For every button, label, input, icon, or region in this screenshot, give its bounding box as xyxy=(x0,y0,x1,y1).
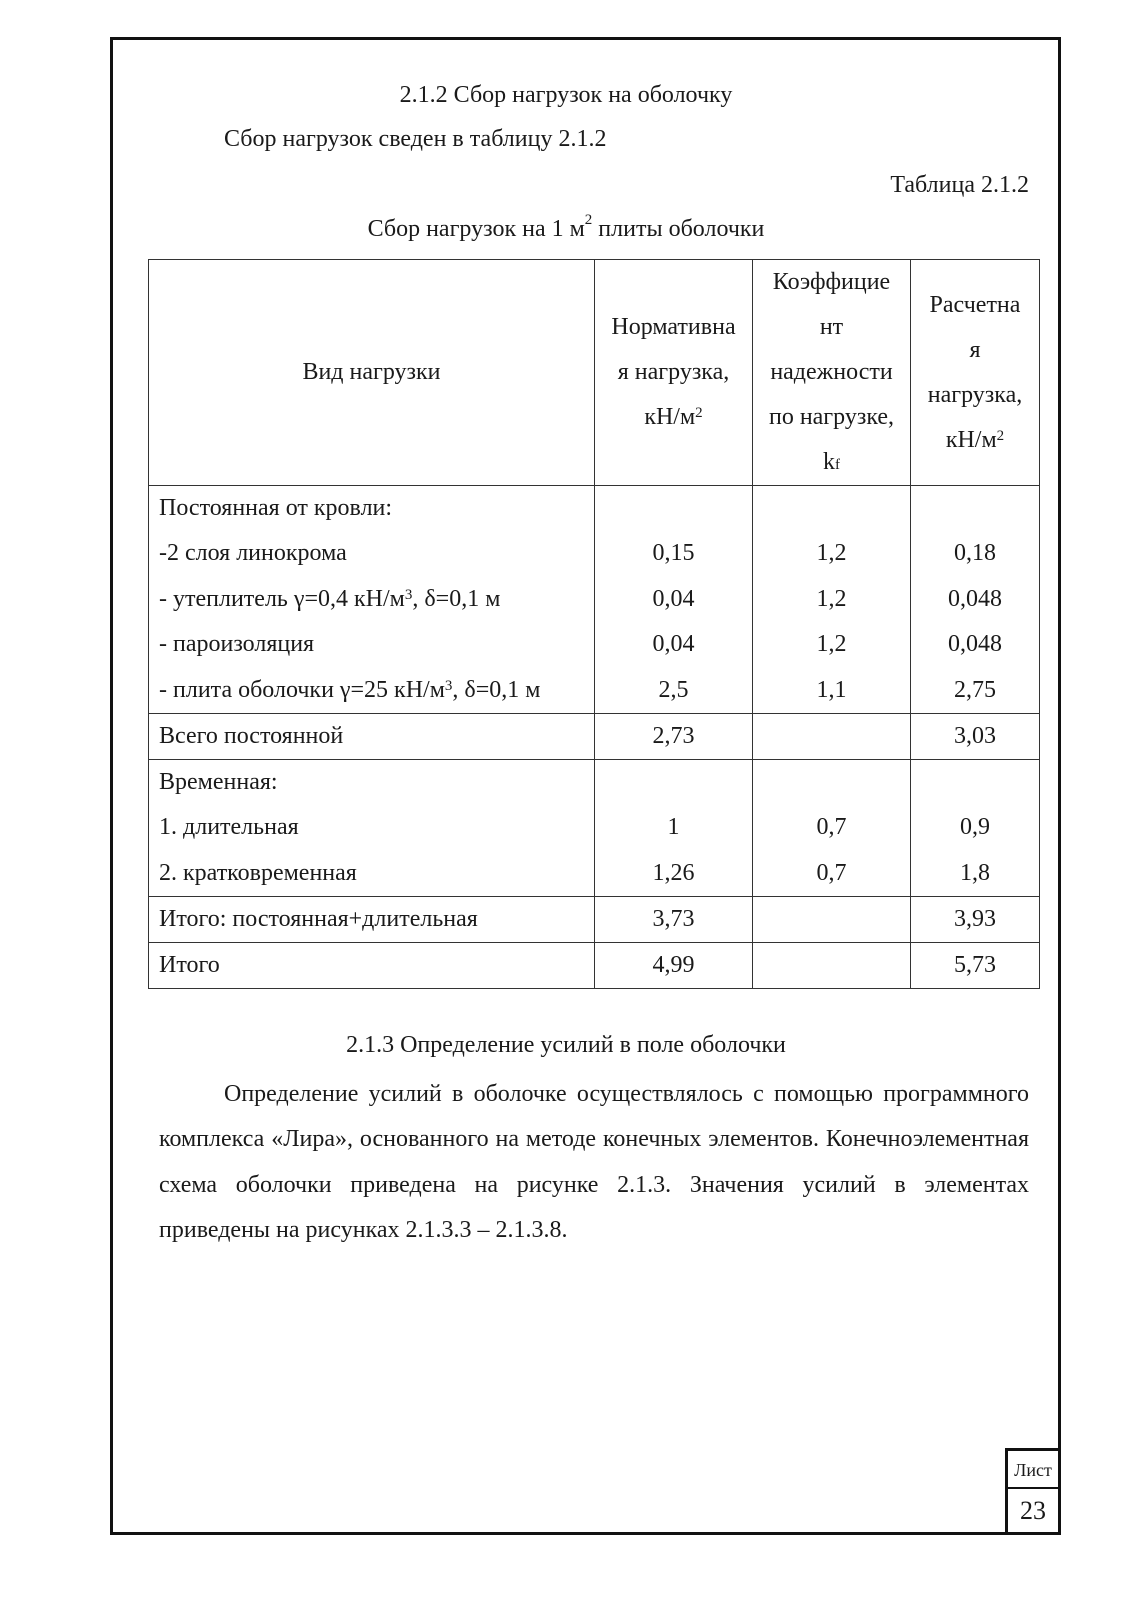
header-reliability-coefficient: Коэффицие нт надежности по нагрузке, $k_f$ xyxy=(753,260,911,486)
coef-value xyxy=(753,897,911,943)
temporary-names-cell xyxy=(149,759,595,896)
design-value: 1,8 xyxy=(960,859,990,886)
normative-value: 4,99 xyxy=(595,943,753,989)
permanent-row-name: -2 слоя линокрома xyxy=(159,540,347,567)
loads-table xyxy=(148,259,1040,989)
sheet-number: 23 xyxy=(1020,1496,1046,1525)
permanent-heading: Постоянная от кровли: xyxy=(159,495,393,521)
table-row-permanent xyxy=(149,486,1040,714)
forces-paragraph: Определение усилий в оболочке осуществлялось с помощью программного комплекса «Лира», основанного на методе конечных элементов. Конечноэлементная схема оболочки приведена на рисунке 2.1.3. Значения усилий в элементах приведены на рисунках 2.1.3.3 – 2.1.3.8. xyxy=(159,1081,1029,1243)
coef-value xyxy=(753,943,911,989)
normative-value: 0,04 xyxy=(652,631,695,658)
design-value: 0,048 xyxy=(948,631,1002,658)
table-row-permanent-total xyxy=(149,713,1040,759)
normative-value: 3,73 xyxy=(595,897,753,943)
temporary-design-cell xyxy=(911,759,1040,896)
normative-value: 1 xyxy=(667,814,680,841)
permanent-normative-cell xyxy=(595,486,753,714)
permanent-coef-cell xyxy=(753,486,911,714)
coef-value xyxy=(753,713,911,759)
permanent-row-name: - пароизоляция xyxy=(159,631,315,658)
design-value: 0,9 xyxy=(960,814,990,841)
header-normative-load: Нормативна я нагрузка, $кН/м^2$ xyxy=(595,260,753,486)
temporary-normative-cell xyxy=(595,759,753,896)
coef-value: 0,7 xyxy=(816,814,847,841)
table-caption: Сбор нагрузок на 1 $м^2$ плиты оболочки xyxy=(367,212,765,242)
row-name: Всего постоянной xyxy=(149,713,595,759)
section-title-loads: 2.1.2 Сбор нагрузок на оболочку xyxy=(399,82,733,108)
coef-value: 1,2 xyxy=(816,585,847,612)
design-value: 5,73 xyxy=(911,943,1040,989)
permanent-design-cell xyxy=(911,486,1040,714)
row-name: Итого xyxy=(149,943,595,989)
table-row-temporary xyxy=(149,759,1040,896)
header-load-type: Вид нагрузки xyxy=(149,260,595,486)
temporary-row-name: 2. кратковременная xyxy=(159,859,357,886)
normative-value: 2,73 xyxy=(595,713,753,759)
table-row-total-long xyxy=(149,897,1040,943)
temporary-coef-cell xyxy=(753,759,911,896)
header-design-load: Расчетна я нагрузка, $кН/м^2$ xyxy=(911,260,1040,486)
table-header-row xyxy=(149,260,1040,486)
design-value: 3,03 xyxy=(911,713,1040,759)
design-value: 3,93 xyxy=(911,897,1040,943)
coef-value: 1,2 xyxy=(816,540,847,567)
coef-value: 0,7 xyxy=(816,859,847,886)
section-title-forces: 2.1.3 Определение усилий в поле оболочки xyxy=(346,1032,786,1058)
row-name: Итого: постоянная+длительная xyxy=(149,897,595,943)
coef-value: 1,2 xyxy=(816,631,847,658)
sheet-label: Лист xyxy=(1008,1451,1058,1489)
design-value: 0,048 xyxy=(948,585,1002,612)
table-row-total xyxy=(149,943,1040,989)
normative-value: 2,5 xyxy=(658,676,689,703)
intro-text: Сбор нагрузок сведен в таблицу 2.1.2 xyxy=(224,126,607,152)
table-label: Таблица 2.1.2 xyxy=(890,172,1029,198)
normative-value: 0,15 xyxy=(652,540,695,567)
normative-value: 1,26 xyxy=(652,859,695,886)
permanent-row-name: - утеплитель γ=0,4 $кН/м^3$, δ=0,1 м xyxy=(159,585,501,612)
design-value: 2,75 xyxy=(954,676,996,703)
permanent-names-cell xyxy=(149,486,595,714)
coef-value: 1,1 xyxy=(816,676,847,703)
temporary-heading: Временная: xyxy=(159,768,278,795)
design-value: 0,18 xyxy=(954,540,996,567)
normative-value: 0,04 xyxy=(652,585,695,612)
sheet-number-box xyxy=(1005,1448,1061,1535)
temporary-row-name: 1. длительная xyxy=(159,814,299,841)
permanent-row-name: - плита оболочки γ=25 $кН/м^3$, δ=0,1 м xyxy=(159,676,541,703)
